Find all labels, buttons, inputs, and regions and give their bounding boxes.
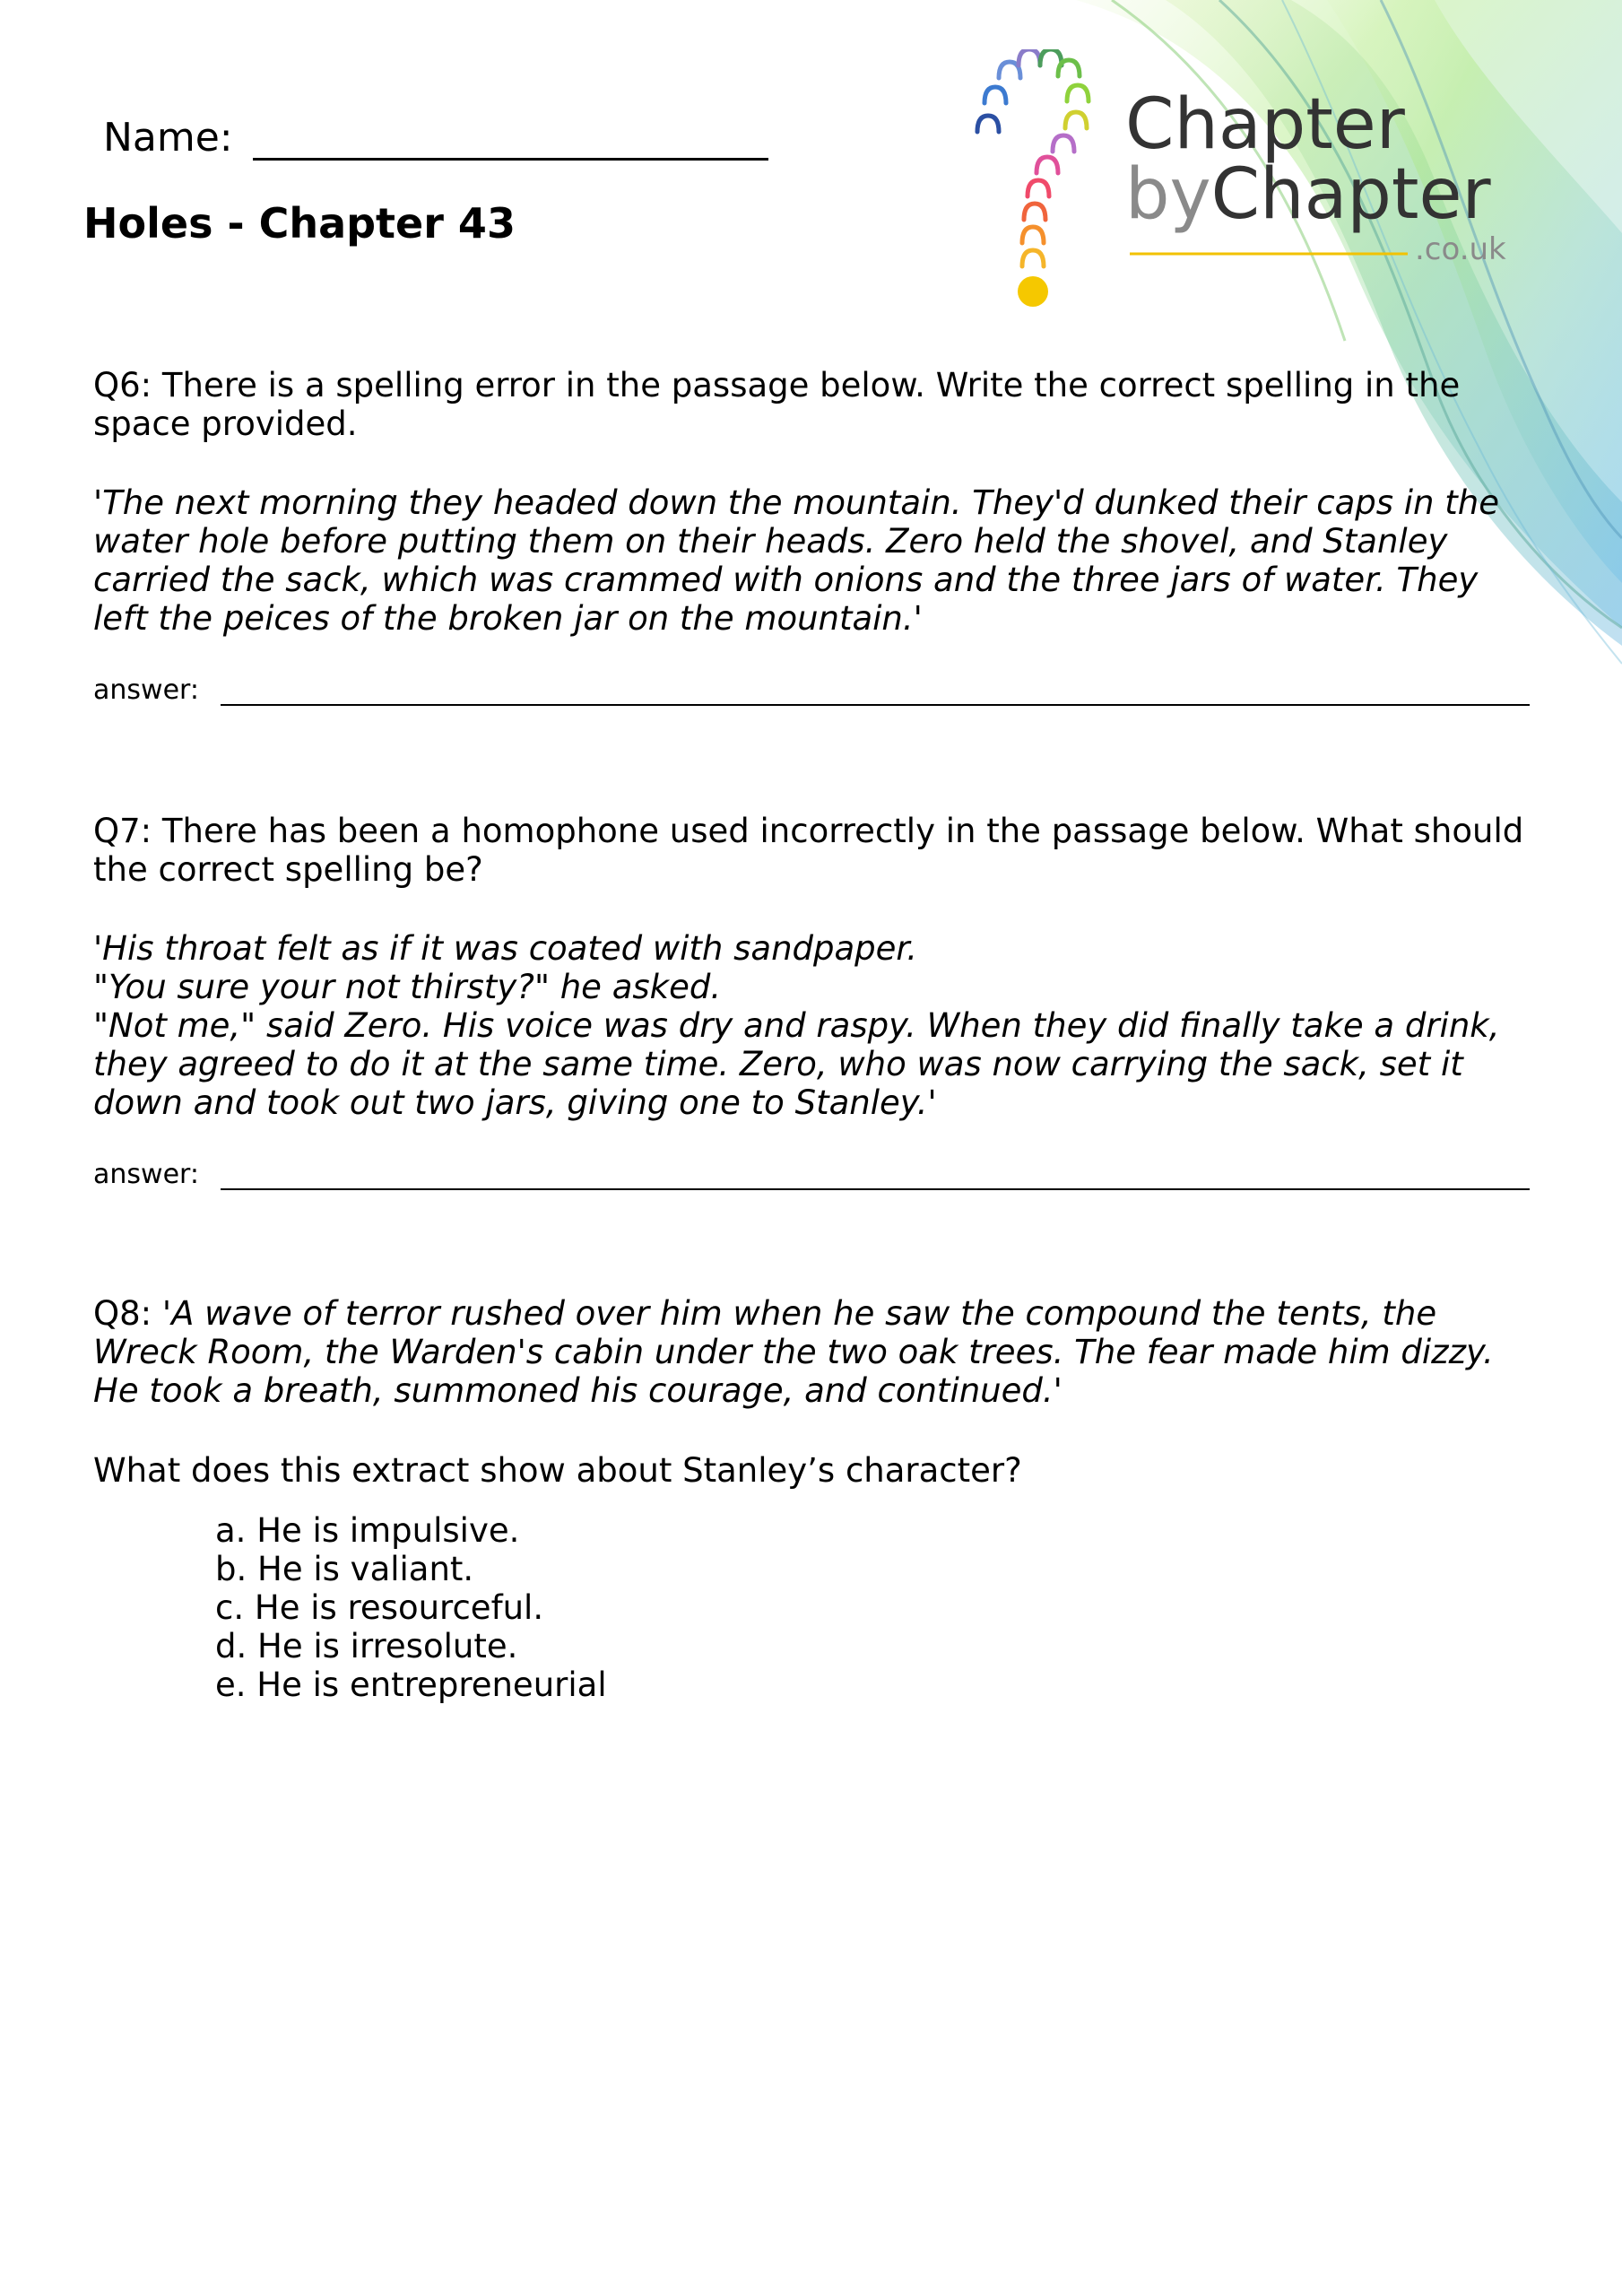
q8-label: Q8:: [93, 1294, 152, 1333]
q7-answer-row: [93, 1159, 1530, 1190]
q8-question: What does this extract show about Stanley’s character?: [93, 1451, 1022, 1490]
name-label: Name:: [103, 115, 233, 161]
logo-line1: Chapter: [1125, 84, 1405, 165]
q7-passage-line: "Not me," said Zero. His voice was dry and raspy. When they did finally take a drink, they agreed to do it at the same time. Zero, who was now carrying the sack, set it down and took out two jars, giving one to Stanley.': [93, 1006, 1500, 1122]
q6-answer-row: [93, 674, 1530, 706]
q7-prompt: Q7: There has been a homophone used incorrectly in the passage below. What should the correct spelling be?: [93, 812, 1524, 889]
option-a[interactable]: a. He is impulsive.: [215, 1511, 520, 1550]
logo-line2: Chapter: [1210, 154, 1491, 235]
option-e[interactable]: e. He is entrepreneurial: [215, 1665, 607, 1704]
option-c[interactable]: c. He is resourceful.: [215, 1588, 544, 1627]
option-b[interactable]: b. He is valiant.: [215, 1550, 474, 1588]
q8-passage: 'A wave of terror rushed over him when he saw the compound the tents, the Wreck Room, the Warden's cabin under the two oak trees. The fear made him dizzy. He took a breath, summoned his courage, and continued.': [93, 1294, 1494, 1410]
q6-prompt: Q6: There is a spelling error in the passage below. Write the correct spelling in the space provided.: [93, 366, 1461, 443]
logo-domain: .co.uk: [1415, 231, 1506, 267]
q7-passage-line: "You sure your not thirsty?" he asked.: [93, 968, 722, 1006]
q6-answer-label: answer:: [93, 674, 199, 706]
svg-text:byChapter: [1125, 154, 1491, 235]
chapter-by-chapter-logo: [959, 49, 1551, 318]
logo-by: by: [1125, 154, 1211, 235]
q7-answer-line[interactable]: [221, 1167, 1530, 1190]
q6-answer-line[interactable]: [221, 683, 1530, 706]
question-mark-books-icon: [977, 49, 1089, 307]
page-title: Holes - Chapter 43: [83, 199, 516, 248]
option-d[interactable]: d. He is irresolute.: [215, 1627, 518, 1665]
q7-passage-line: 'His throat felt as if it was coated with sandpaper.: [93, 929, 918, 968]
q6-passage: 'The next morning they headed down the mountain. They'd dunked their caps in the water hole before putting them on their heads. Zero held the shovel, and Stanley carried the sack, which was crammed with onions and the three jars of water. They left the peices of the broken jar on the mountain.': [93, 483, 1499, 638]
q7-passage: [93, 929, 1537, 1122]
q7-answer-label: answer:: [93, 1159, 199, 1190]
q8-options: [215, 1511, 607, 1704]
q8-block: [93, 1294, 1537, 1410]
name-line[interactable]: [253, 115, 768, 161]
name-field-row: [103, 115, 768, 161]
